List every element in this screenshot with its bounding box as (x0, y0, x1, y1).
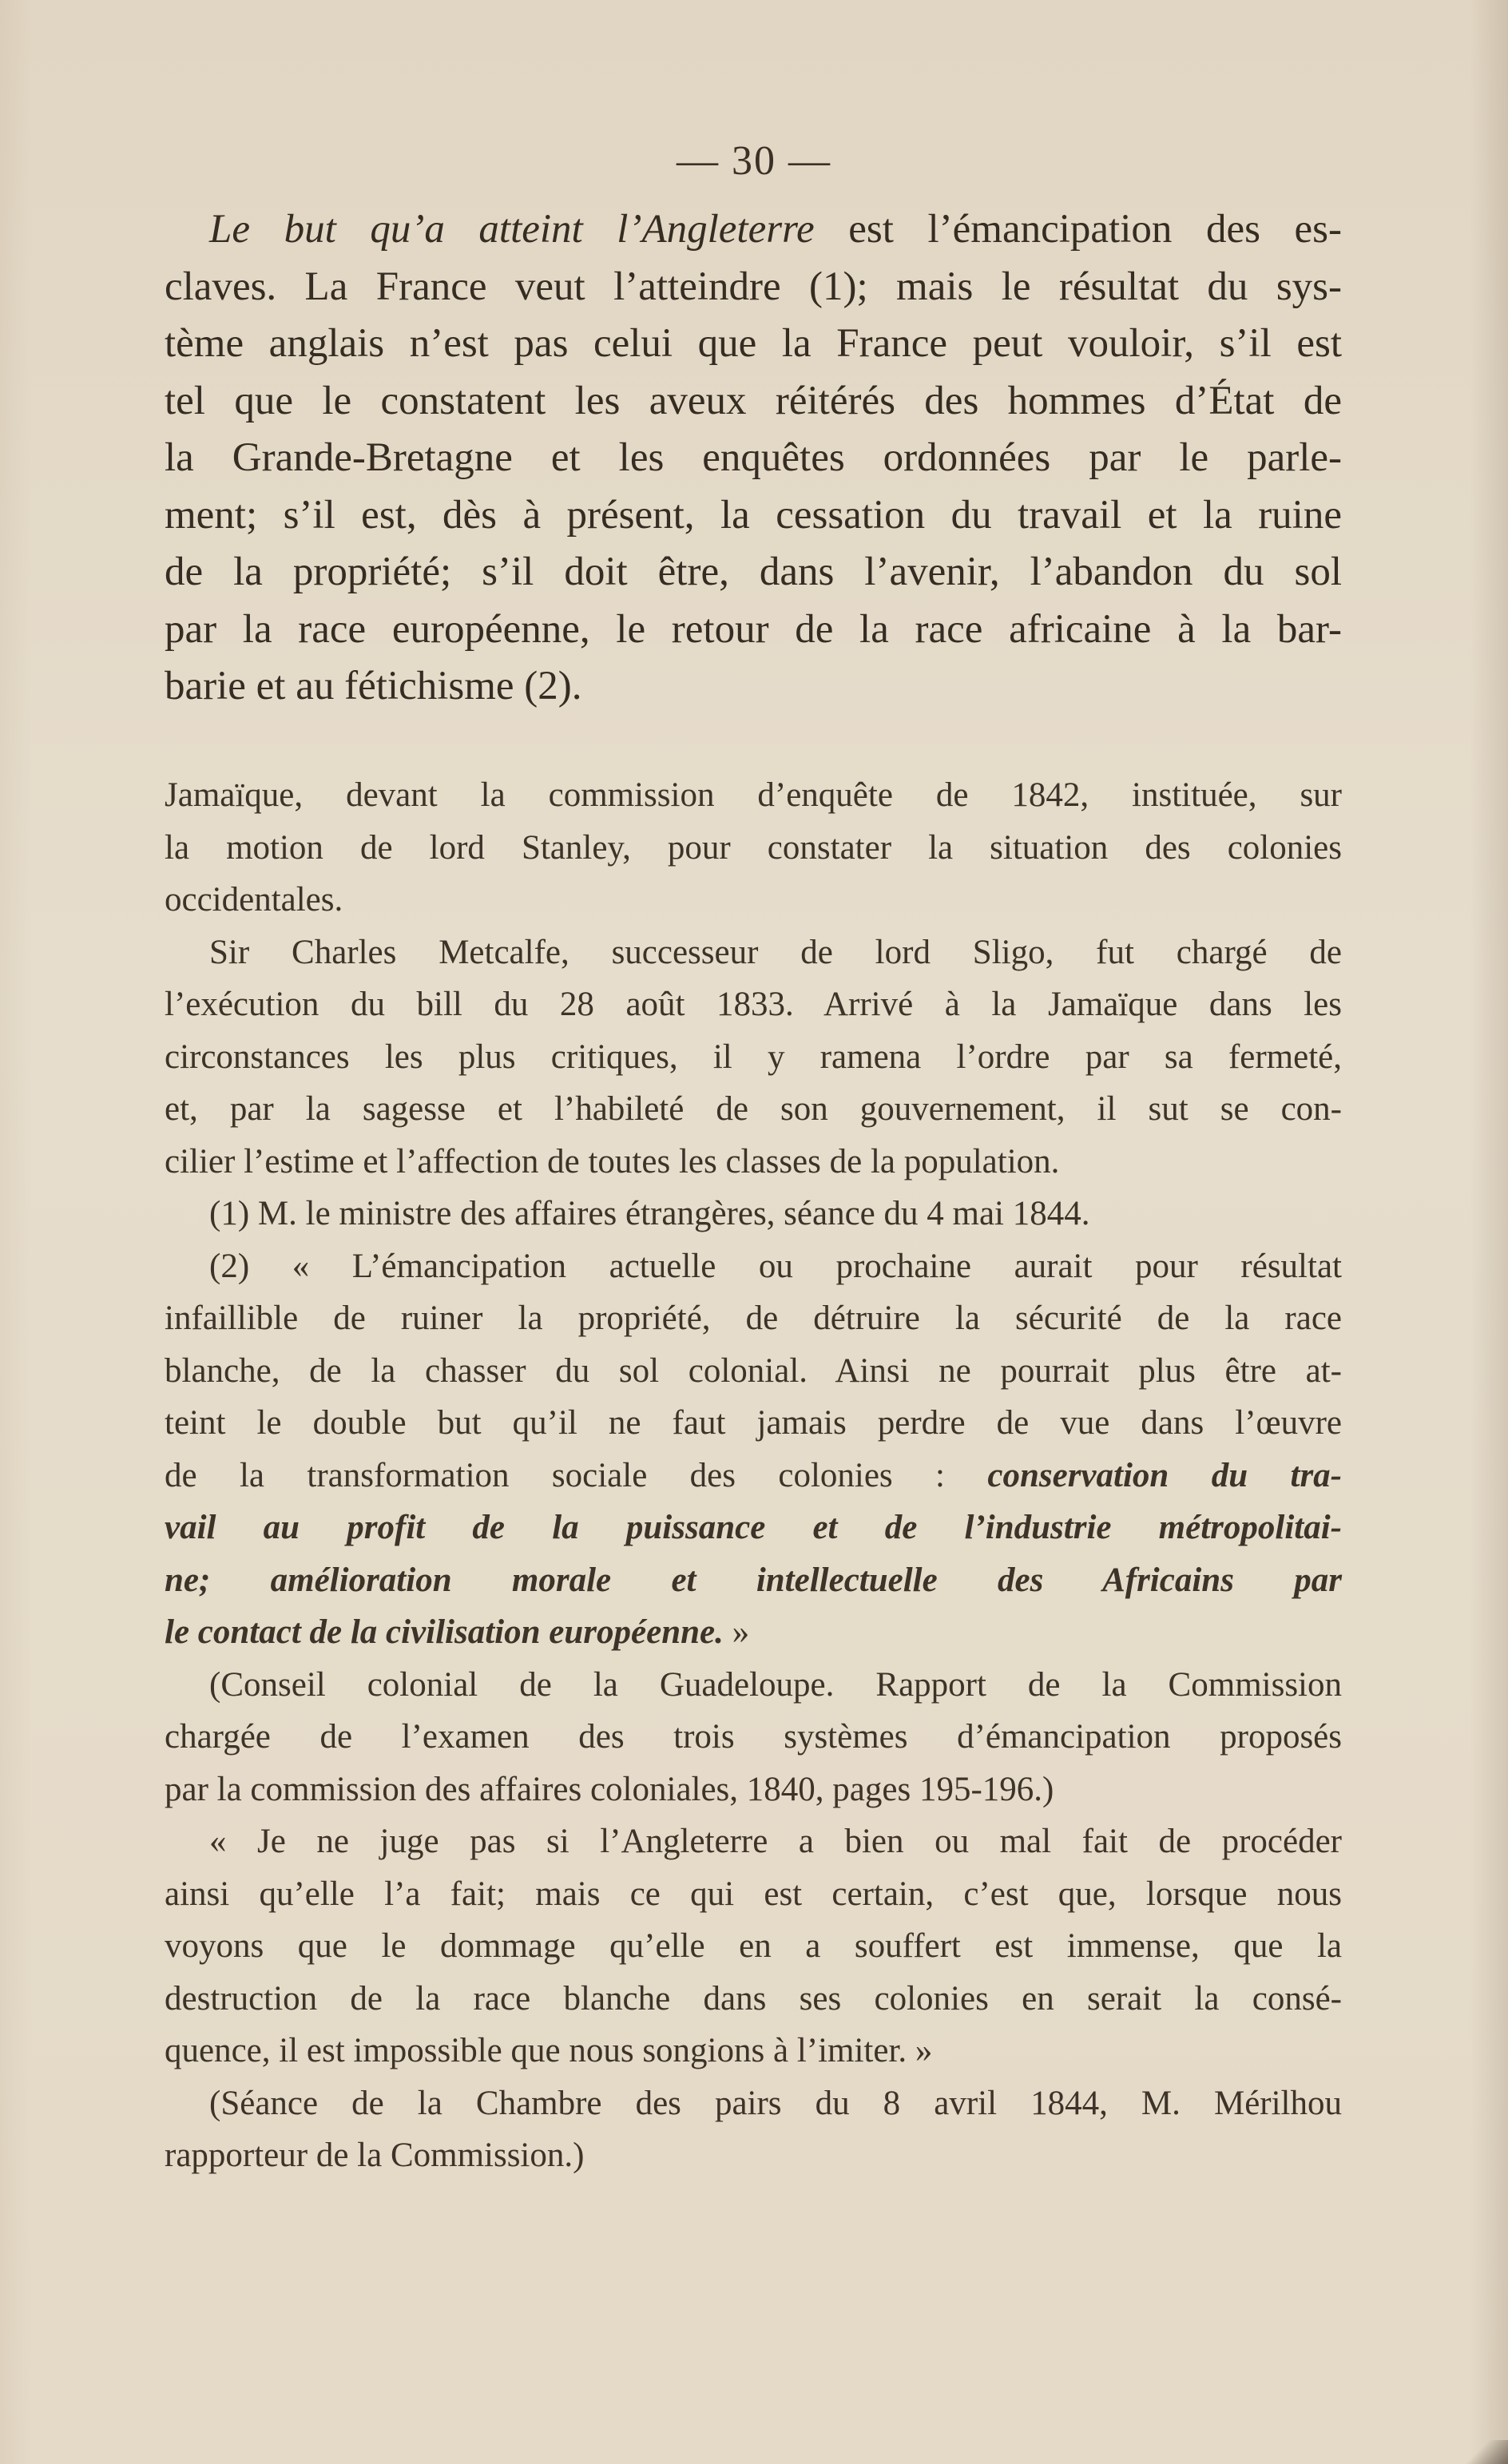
citation-line: par la commission des affaires coloniales, 1840, pages 195-196.) (165, 1770, 1054, 1808)
page-number: — 30 — (677, 138, 831, 184)
quote-line: voyons que le dommage qu’elle en a souffert est immense, que la (165, 1927, 1342, 1965)
footnote-line: occidentales. (165, 881, 343, 919)
footnote-line: circonstances les plus critiques, il y ramena l’ordre par sa fermeté, (165, 1038, 1342, 1076)
footnote-line (165, 1450, 1342, 1502)
body-line-3: tème anglais n’est pas celui que la France peut vouloir, s’il est (165, 321, 1342, 366)
italic-phrase: conservation du tra- (987, 1456, 1342, 1494)
main-paragraph (165, 201, 1342, 716)
footnote-line: cilier l’estime et l’affection de toutes les classes de la population. (165, 1142, 1060, 1180)
body-line-2: claves. La France veut l’atteindre (1); mais le résultat du sys- (165, 264, 1342, 309)
body-line-9: barie et au fétichisme (2). (165, 664, 582, 708)
footnote-line-text: de la transformation sociale des colonies : (165, 1456, 988, 1494)
quote-line: destruction de la race blanche dans ses colonies en serait la consé- (165, 1979, 1342, 2018)
footnote-line: blanche, de la chasser du sol colonial. Ainsi ne pourrait plus être at- (165, 1351, 1342, 1390)
footnote-1: (1) M. le ministre des affaires étrangères, séance du 4 mai 1844. (209, 1195, 1090, 1232)
footnote-2: (2) « L’émancipation actuelle ou prochaine aurait pour résultat (209, 1247, 1342, 1285)
quote-line: ainsi qu’elle l’a fait; mais ce qui est certain, c’est que, lorsque nous (165, 1875, 1342, 1913)
italic-phrase: Le but qu’a atteint l’Angleterre (209, 207, 815, 252)
footnote-line: l’exécution du bill du 28 août 1833. Arrivé à la Jamaïque dans les (165, 986, 1342, 1023)
footnotes-block (165, 769, 1342, 2182)
footnote-line: teint le double but qu’il ne faut jamais perdre de vue dans l’œuvre (165, 1404, 1342, 1442)
footnote-line (165, 1606, 1342, 1659)
body-line-text: est l’émancipation des es- (814, 207, 1342, 252)
body-line-4: tel que le constatent les aveux réitérés des hommes d’État de (165, 378, 1342, 423)
citation-line: (Séance de la Chambre des pairs du 8 avril 1844, M. Mérilhou (209, 2084, 1342, 2122)
citation-line: (Conseil colonial de la Guadeloupe. Rapport de la Commission (209, 1665, 1342, 1704)
body-line-6: ment; s’il est, dès à présent, la cessation du travail et la ruine (165, 492, 1342, 538)
body-line-7: de la propriété; s’il doit être, dans l’avenir, l’abandon du sol (165, 550, 1342, 594)
closing-quote: » (723, 1613, 750, 1651)
footnote-line: la motion de lord Stanley, pour constater la situation des colonies (165, 828, 1342, 867)
citation-line: rapporteur de la Commission.) (165, 2137, 585, 2174)
body-line-1 (165, 201, 1342, 259)
body-line-8: par la race européenne, le retour de la race africaine à la bar- (165, 606, 1342, 652)
footnote-line-italic: vail au profit de la puissance et de l’industrie métropolitai- (165, 1509, 1342, 1546)
footnote-line: et, par la sagesse et l’habileté de son gouvernement, il sut se con- (165, 1090, 1342, 1128)
footnote-line: Sir Charles Metcalfe, successeur de lord Sligo, fut chargé de (209, 933, 1342, 971)
italic-phrase: le contact de la civilisation européenne. (165, 1613, 724, 1651)
citation-line: chargée de l’examen des trois systèmes d’émancipation proposés (165, 1718, 1342, 1756)
footnote-line: Jamaïque, devant la commission d’enquête de 1842, instituée, sur (165, 776, 1342, 814)
body-line-5: la Grande-Bretagne et les enquêtes ordonnées par le parle- (165, 435, 1342, 480)
quote-line: quence, il est impossible que nous songions à l’imiter. » (165, 2032, 933, 2069)
footnote-line: infaillible de ruiner la propriété, de détruire la sécurité de la race (165, 1299, 1342, 1337)
footnote-line-italic: ne; amélioration morale et intellectuelle des Africains par (165, 1561, 1342, 1599)
quote-line: « Je ne juge pas si l’Angleterre a bien ou mal fait de procéder (209, 1823, 1342, 1860)
page-corner-shadow (1460, 2440, 1508, 2464)
